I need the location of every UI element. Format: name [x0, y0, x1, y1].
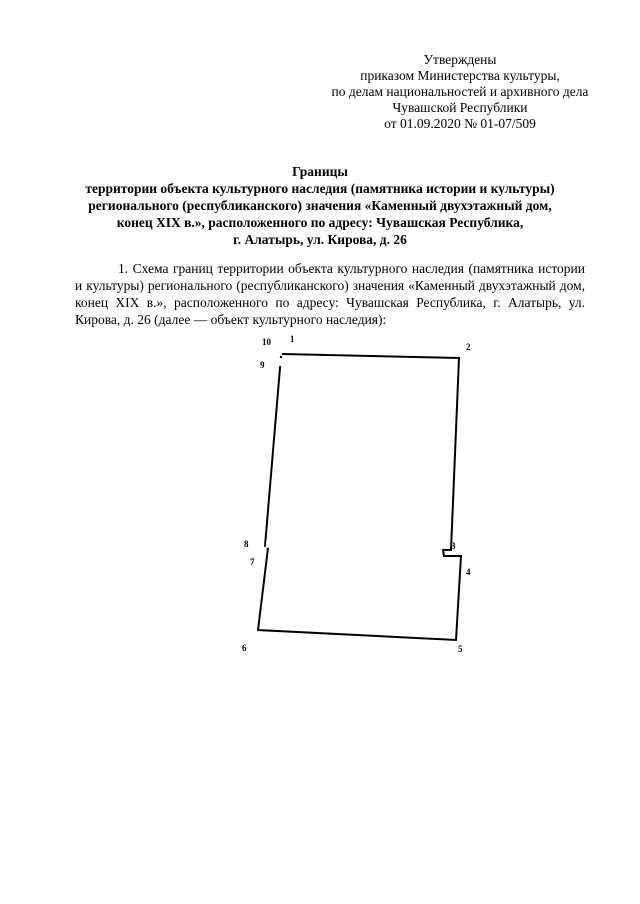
- title-line-3: конец XIX в.», расположенного по адресу: Чувашская Республика,: [116, 215, 524, 230]
- point-label-3: 3: [451, 541, 456, 551]
- title-line-2: регионального (республиканского) значения «Каменный двухэтажный дом,: [88, 198, 552, 213]
- approval-line-3: по делам национальностей и архивного дела: [331, 84, 589, 99]
- boundary-gap-mark: [280, 358, 281, 366]
- point-label-5: 5: [458, 644, 463, 654]
- boundary-scheme-svg: [230, 330, 500, 660]
- point-label-2: 2: [466, 342, 471, 352]
- point-label-10: 10: [262, 337, 271, 347]
- approval-line-1: Утверждены: [423, 52, 497, 67]
- boundary-outline: [258, 354, 461, 640]
- approval-line-2: приказом Министерства культуры,: [360, 68, 560, 83]
- approval-line-4: Чувашской Республики: [392, 100, 528, 115]
- point-label-8: 8: [244, 539, 249, 549]
- document-title: [50, 163, 590, 248]
- point-label-6: 6: [242, 643, 247, 653]
- point-label-7: 7: [250, 557, 255, 567]
- point-label-1: 1: [290, 334, 295, 344]
- title-heading: Границы: [292, 164, 348, 179]
- title-line-4: г. Алатырь, ул. Кирова, д. 26: [233, 232, 407, 247]
- approval-stamp: [300, 52, 620, 132]
- scheme-paragraph: 1. Схема границ территории объекта культурного наследия (памятника истории и культуры) регионального (республиканского) значения «Каменный двухэтажный дом, конец XIX в.», расположенного по адресу: Чувашская Республика, г. Алатырь, ул. Кирова, д. 26 (далее — объект культурного наследия):: [75, 261, 585, 327]
- point-label-9: 9: [260, 360, 265, 370]
- title-line-1: территории объекта культурного наследия (памятника истории и культуры): [85, 181, 555, 196]
- approval-line-5: от 01.09.2020 № 01-07/509: [384, 116, 536, 131]
- boundary-scheme: [230, 330, 500, 660]
- boundary-gap-mark: [267, 540, 268, 548]
- point-label-4: 4: [466, 567, 471, 577]
